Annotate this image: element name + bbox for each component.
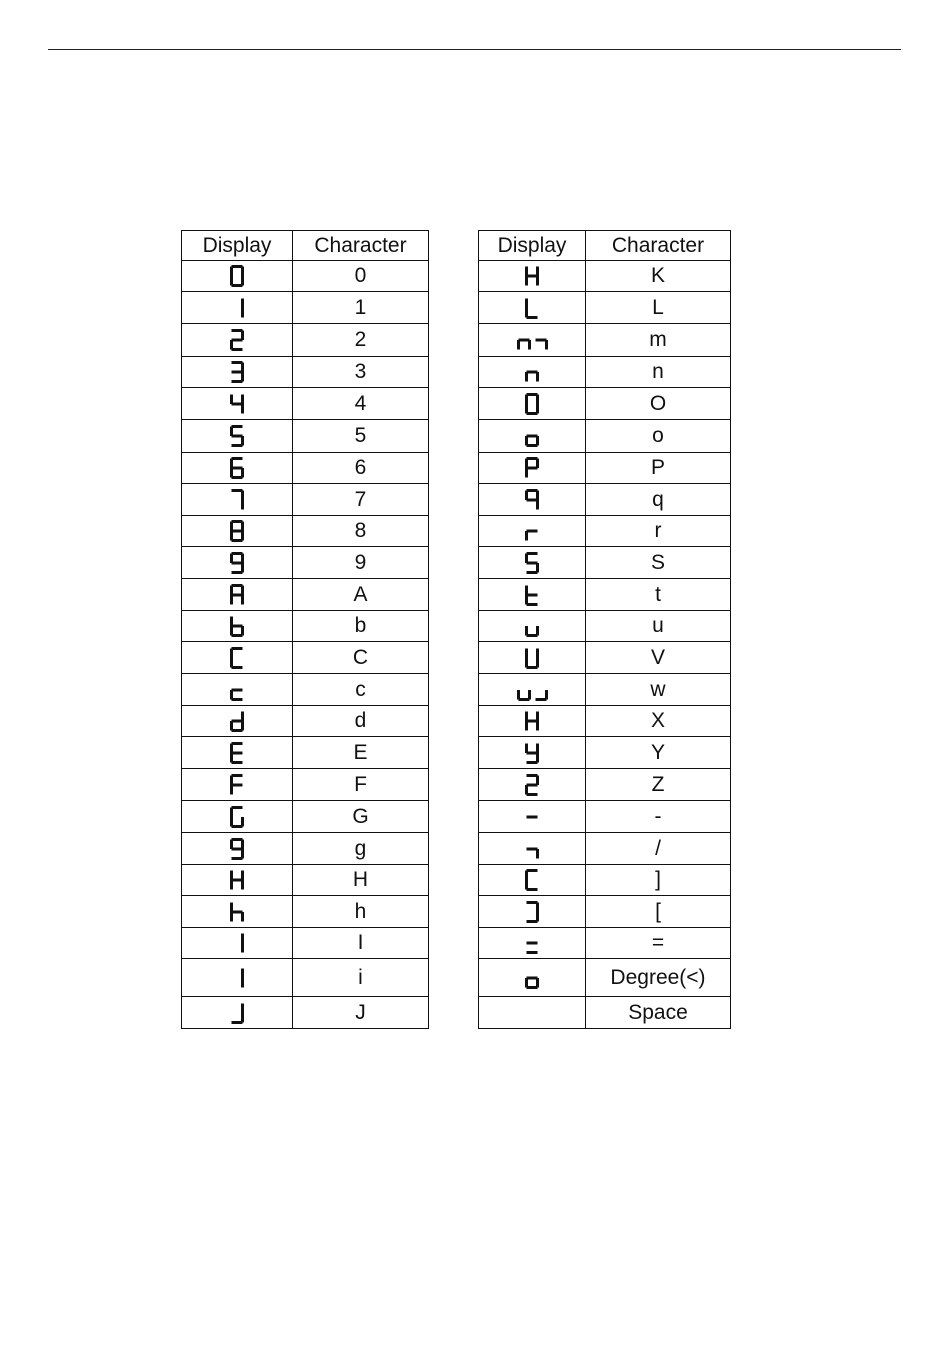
character-cell: [ <box>586 896 731 928</box>
seven-segment-glyph-icon <box>182 261 293 292</box>
segment-d <box>232 284 243 287</box>
segment-g <box>232 371 243 374</box>
character-cell: 8 <box>293 516 429 547</box>
header-display: Display <box>182 231 293 261</box>
character-cell: - <box>586 801 731 833</box>
segment-b <box>536 394 539 404</box>
segment-d <box>527 920 538 923</box>
character-cell: A <box>293 579 429 611</box>
seven-segment-glyph-icon <box>182 833 293 865</box>
segment-e <box>525 468 528 478</box>
seven-segment-glyph-icon <box>182 865 293 896</box>
character-cell: C <box>293 642 429 674</box>
segment-f <box>525 394 528 404</box>
character-cell: = <box>586 928 731 959</box>
seven-segment-glyph-icon <box>182 801 293 833</box>
table-row <box>479 579 731 611</box>
segment-d <box>527 761 538 764</box>
segment-b <box>241 490 244 500</box>
table-row <box>182 484 429 516</box>
character-cell: Degree(<) <box>586 959 731 997</box>
segment-b <box>536 902 539 912</box>
seven-segment-glyph-icon <box>182 453 293 484</box>
table-row <box>479 737 731 769</box>
segment-c <box>241 500 244 510</box>
segment-g <box>232 593 243 596</box>
segment-d <box>232 1021 243 1024</box>
character-cell: / <box>586 833 731 865</box>
segment-d <box>527 986 538 989</box>
seven-segment-glyph-icon <box>182 388 293 420</box>
seven-segment-glyph-icon <box>182 737 293 769</box>
character-cell: S <box>586 547 731 579</box>
table-row <box>479 261 731 292</box>
table-row <box>479 611 731 642</box>
character-cell: 4 <box>293 388 429 420</box>
segment-e <box>525 626 528 636</box>
table-row <box>182 324 429 357</box>
character-cell: V <box>586 642 731 674</box>
segment-b <box>241 394 244 404</box>
table-row <box>479 801 731 833</box>
segment-d <box>232 444 243 447</box>
segment-f <box>230 267 233 277</box>
seven-segment-glyph-icon <box>182 769 293 801</box>
table-row <box>479 357 731 388</box>
segment-d <box>535 698 546 701</box>
table-row <box>182 642 429 674</box>
table-row <box>479 865 731 896</box>
segment-d <box>232 761 243 764</box>
segment-g <box>527 976 538 979</box>
segment-g <box>527 530 538 533</box>
character-cell: K <box>586 261 731 292</box>
character-cell: o <box>586 420 731 453</box>
segment-c <box>241 404 244 414</box>
table-row <box>182 388 429 420</box>
character-cell: 5 <box>293 420 429 453</box>
segment-a <box>232 774 243 777</box>
seven-segment-glyph-icon <box>479 420 586 453</box>
segment-g <box>232 625 243 628</box>
segment-a <box>232 520 243 523</box>
segment-b <box>536 648 539 658</box>
segment-c <box>241 817 244 827</box>
segment-d <box>527 571 538 574</box>
segment-a <box>232 457 243 460</box>
segment-g <box>527 275 538 278</box>
character-cell: n <box>586 357 731 388</box>
character-cell: m <box>586 324 731 357</box>
character-cell: H <box>293 865 429 896</box>
segment-g <box>527 847 538 850</box>
character-cell: O <box>586 388 731 420</box>
segment-g <box>232 402 243 405</box>
segment-d <box>232 634 243 637</box>
seven-segment-glyph-icon <box>182 579 293 611</box>
segment-c <box>241 912 244 922</box>
segment-g <box>527 498 538 501</box>
segment-a <box>527 901 538 904</box>
character-table-left <box>181 230 429 1029</box>
character-cell: q <box>586 484 731 516</box>
seven-segment-glyph-icon <box>479 484 586 516</box>
segment-f <box>230 648 233 658</box>
segment-e <box>230 785 233 795</box>
seven-segment-glyph-icon <box>479 388 586 420</box>
segment-a <box>232 552 243 555</box>
character-cell: 6 <box>293 453 429 484</box>
segment-e <box>525 721 528 731</box>
segment-a <box>232 425 243 428</box>
seven-segment-glyph-icon <box>479 706 586 737</box>
segment-e <box>525 404 528 414</box>
segment-g <box>232 879 243 882</box>
segment-g <box>232 339 243 342</box>
segment-d <box>232 571 243 574</box>
character-cell: I <box>293 928 429 959</box>
table-row <box>182 579 429 611</box>
table-row <box>479 516 731 547</box>
character-cell: J <box>293 997 429 1029</box>
seven-segment-glyph-icon <box>182 706 293 737</box>
seven-segment-glyph-icon <box>182 997 293 1029</box>
segment-d <box>232 857 243 860</box>
table-row <box>479 642 731 674</box>
segment-a <box>232 584 243 587</box>
segment-d <box>527 634 538 637</box>
segment-g <box>527 942 538 945</box>
segment-d <box>232 476 243 479</box>
character-cell: h <box>293 896 429 928</box>
seven-segment-glyph-icon <box>479 261 586 292</box>
segment-e <box>230 880 233 890</box>
character-table-right <box>478 230 731 1029</box>
segment-a <box>232 265 243 268</box>
segment-g <box>527 467 538 470</box>
segment-a <box>527 393 538 396</box>
table-row <box>182 261 429 292</box>
segment-d <box>232 380 243 383</box>
table-row <box>182 928 429 959</box>
character-cell: u <box>586 611 731 642</box>
segment-a <box>232 329 243 332</box>
segment-f <box>230 807 233 817</box>
character-cell: E <box>293 737 429 769</box>
segment-c <box>241 978 244 988</box>
table-row <box>479 453 731 484</box>
segment-d <box>232 348 243 351</box>
segment-c <box>241 308 244 318</box>
table-row <box>182 997 429 1029</box>
segment-g <box>535 339 546 342</box>
table-row <box>479 292 731 324</box>
segment-g <box>232 783 243 786</box>
segment-d <box>232 698 243 701</box>
character-cell: P <box>586 453 731 484</box>
segment-g <box>527 751 538 754</box>
table-row <box>182 833 429 865</box>
segment-g <box>232 561 243 564</box>
table-row <box>479 896 731 928</box>
seven-segment-glyph-icon <box>479 453 586 484</box>
segment-d <box>527 951 538 954</box>
header-display: Display <box>479 231 586 261</box>
character-cell: t <box>586 579 731 611</box>
segment-b <box>241 267 244 277</box>
segment-d <box>232 825 243 828</box>
table-row <box>182 801 429 833</box>
character-cell: G <box>293 801 429 833</box>
segment-g <box>232 688 243 691</box>
segment-b <box>241 1003 244 1013</box>
character-cell: w <box>586 674 731 706</box>
seven-segment-glyph-icon <box>479 357 586 388</box>
table-row <box>182 516 429 547</box>
segment-g <box>527 815 538 818</box>
table-row <box>182 706 429 737</box>
segment-d <box>527 888 538 891</box>
segment-e <box>525 658 528 668</box>
character-cell: r <box>586 516 731 547</box>
segment-d <box>232 539 243 542</box>
seven-segment-glyph-icon <box>479 959 586 997</box>
segment-g <box>527 783 538 786</box>
segment-a <box>527 869 538 872</box>
segment-g <box>232 467 243 470</box>
segment-a <box>232 361 243 364</box>
character-cell: ] <box>586 865 731 896</box>
table-row <box>479 324 731 357</box>
segment-a <box>232 838 243 841</box>
segment-g <box>527 561 538 564</box>
table-row <box>182 611 429 642</box>
table-row <box>479 959 731 997</box>
segment-g <box>527 720 538 723</box>
segment-e <box>517 690 520 700</box>
seven-segment-glyph-icon <box>182 292 293 324</box>
character-cell: 7 <box>293 484 429 516</box>
segment-d <box>527 666 538 669</box>
seven-segment-glyph-icon <box>182 928 293 959</box>
seven-segment-glyph-icon <box>479 769 586 801</box>
seven-segment-glyph-icon <box>479 292 586 324</box>
character-cell: 1 <box>293 292 429 324</box>
table-row <box>479 388 731 420</box>
seven-segment-glyph-icon <box>182 324 293 357</box>
seven-segment-glyph-icon <box>182 611 293 642</box>
character-cell: X <box>586 706 731 737</box>
segment-g <box>232 847 243 850</box>
table-row <box>479 547 731 579</box>
header-rule <box>48 49 901 50</box>
segment-b <box>241 934 244 944</box>
segment-e <box>230 276 233 286</box>
segment-a <box>527 552 538 555</box>
segment-d <box>527 444 538 447</box>
table-row <box>479 706 731 737</box>
segment-b <box>241 968 244 978</box>
segment-d <box>527 603 538 606</box>
segment-c <box>241 880 244 890</box>
segment-d <box>232 666 243 669</box>
table-row <box>479 928 731 959</box>
table-row <box>182 420 429 453</box>
character-cell: c <box>293 674 429 706</box>
segment-a <box>232 806 243 809</box>
seven-segment-glyph-icon <box>479 737 586 769</box>
segment-a <box>527 774 538 777</box>
segment-e <box>230 912 233 922</box>
table-row <box>479 997 731 1029</box>
segment-g <box>232 751 243 754</box>
character-cell: L <box>586 292 731 324</box>
character-cell: 0 <box>293 261 429 292</box>
seven-segment-glyph-icon <box>479 547 586 579</box>
seven-segment-glyph-icon <box>479 579 586 611</box>
segment-c <box>536 721 539 731</box>
segment-g <box>527 371 538 374</box>
table-row <box>182 896 429 928</box>
character-cell: 3 <box>293 357 429 388</box>
table-row <box>182 674 429 706</box>
segment-e <box>525 276 528 286</box>
seven-segment-glyph-icon <box>479 516 586 547</box>
seven-segment-glyph-icon <box>479 611 586 642</box>
segment-f <box>525 298 528 308</box>
table-row <box>182 959 429 997</box>
seven-segment-glyph-icon <box>479 674 586 706</box>
segment-d <box>527 316 538 319</box>
table-row <box>182 737 429 769</box>
segment-g <box>232 530 243 533</box>
segment-b <box>241 298 244 308</box>
seven-segment-glyph-icon <box>479 928 586 959</box>
seven-segment-glyph-icon <box>182 959 293 997</box>
segment-c <box>241 943 244 953</box>
segment-c <box>536 500 539 510</box>
character-cell: g <box>293 833 429 865</box>
table-row <box>479 833 731 865</box>
segment-a <box>527 489 538 492</box>
character-cell: F <box>293 769 429 801</box>
table-row <box>479 420 731 453</box>
seven-segment-glyph-icon <box>182 642 293 674</box>
seven-segment-glyph-icon <box>479 865 586 896</box>
header-character: Character <box>586 231 731 261</box>
segment-d <box>527 412 538 415</box>
segment-g <box>232 910 243 913</box>
segment-a <box>232 742 243 745</box>
table-row <box>182 453 429 484</box>
segment-g <box>527 435 538 438</box>
seven-segment-glyph-icon <box>182 420 293 453</box>
segment-d <box>232 729 243 732</box>
table-row <box>182 769 429 801</box>
table-row <box>479 769 731 801</box>
character-cell: d <box>293 706 429 737</box>
character-cell: b <box>293 611 429 642</box>
seven-segment-glyph-icon <box>182 674 293 706</box>
seven-segment-glyph-icon <box>182 896 293 928</box>
table-row <box>182 357 429 388</box>
seven-segment-glyph-icon <box>479 642 586 674</box>
header-character: Character <box>293 231 429 261</box>
character-cell: Y <box>586 737 731 769</box>
table-row <box>182 292 429 324</box>
segment-c <box>241 468 244 478</box>
seven-segment-glyph-icon <box>479 896 586 928</box>
seven-segment-glyph-icon <box>182 547 293 579</box>
segment-g <box>527 593 538 596</box>
character-cell: Space <box>586 997 731 1029</box>
table-row <box>182 547 429 579</box>
character-cell: 9 <box>293 547 429 579</box>
character-cell: 2 <box>293 324 429 357</box>
segment-c <box>536 849 539 859</box>
segment-a <box>232 489 243 492</box>
table-row <box>479 484 731 516</box>
segment-d <box>518 698 529 701</box>
table-row <box>182 865 429 896</box>
seven-segment-glyph-icon <box>182 516 293 547</box>
segment-c <box>536 276 539 286</box>
seven-segment-glyph-icon <box>479 833 586 865</box>
segment-d <box>527 793 538 796</box>
segment-g <box>232 435 243 438</box>
segment-f <box>525 871 528 881</box>
seven-segment-glyph-icon <box>479 801 586 833</box>
seven-segment-glyph-icon <box>182 357 293 388</box>
segment-f <box>525 648 528 658</box>
character-cell: i <box>293 959 429 997</box>
segment-g <box>232 720 243 723</box>
table-row <box>479 674 731 706</box>
character-cell: Z <box>586 769 731 801</box>
segment-a <box>232 647 243 650</box>
seven-segment-glyph-icon <box>479 997 586 1029</box>
seven-segment-glyph-icon <box>479 324 586 357</box>
segment-a <box>527 457 538 460</box>
seven-segment-glyph-icon <box>182 484 293 516</box>
segment-g <box>518 339 529 342</box>
